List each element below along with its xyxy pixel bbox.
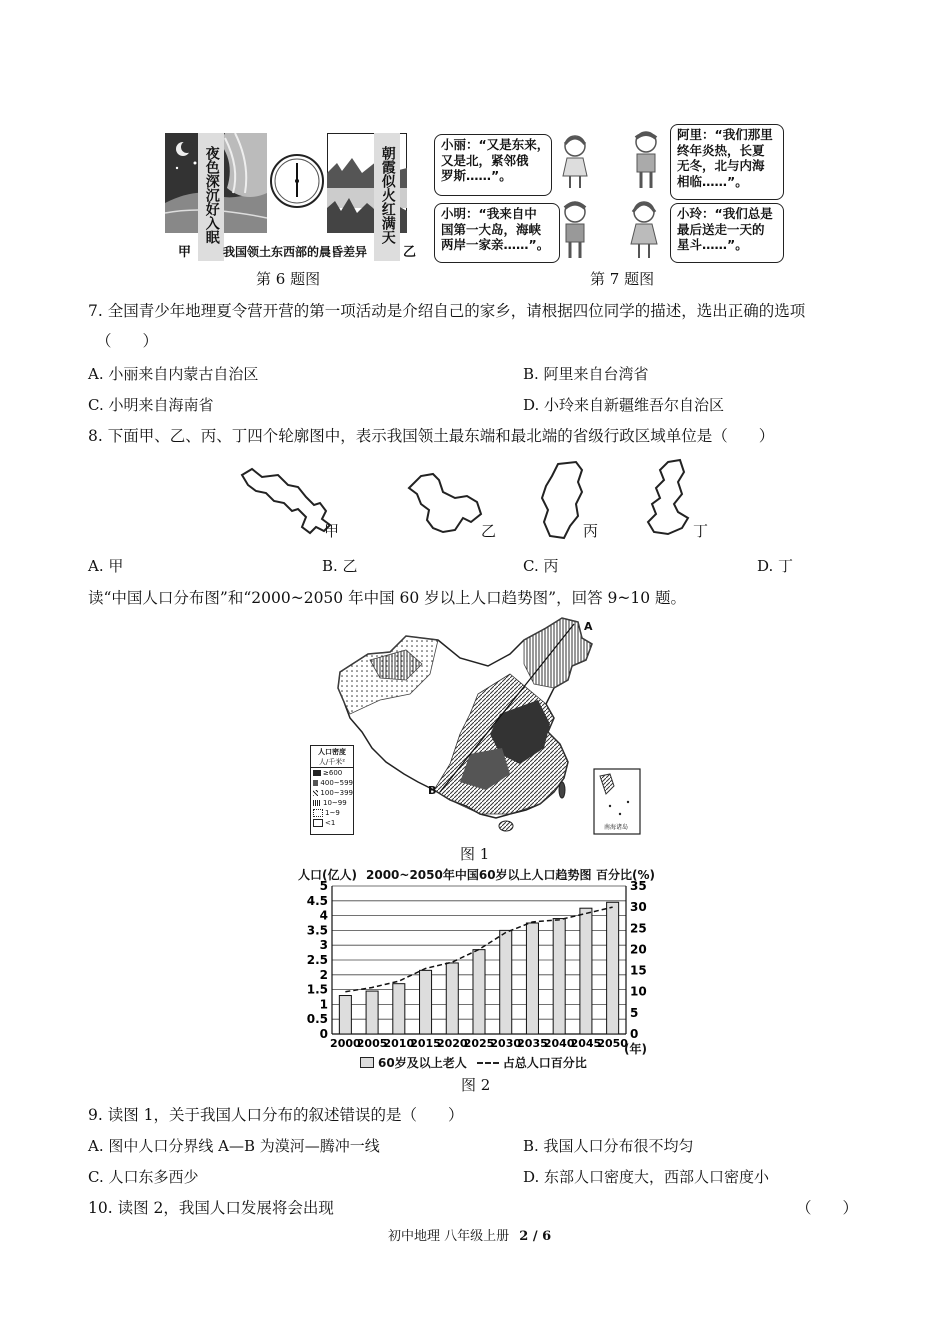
q8-option-d[interactable]: D. 丁 xyxy=(757,557,794,575)
figure-1-map xyxy=(310,614,650,839)
chart-y2-tick-label: 20 xyxy=(630,942,647,957)
legend-unit: 人/千米² xyxy=(311,757,353,768)
chart-y-tick-label: 0 xyxy=(319,1027,328,1041)
fig6-bottom-caption: 我国领土东西部的晨昏差异 xyxy=(223,245,368,259)
population-trend-chart xyxy=(296,866,660,1072)
legend-item xyxy=(311,818,353,828)
right-vertical-text: 朝霞似火红满天 xyxy=(379,146,396,244)
chart-bar xyxy=(420,970,432,1034)
footer-page: 2 / 6 xyxy=(519,1229,552,1244)
chart-y2-tick-label: 10 xyxy=(630,984,647,999)
legend-line-swatch xyxy=(477,1062,499,1064)
footer xyxy=(388,1229,551,1245)
q9-option-d[interactable]: D. 东部人口密度大，西部人口密度小 xyxy=(523,1168,770,1186)
fig6-caption: 第 6 题图 xyxy=(256,270,321,288)
footer-text: 初中地理 八年级上册 xyxy=(388,1229,510,1244)
chart-y-tick-label: 3 xyxy=(319,938,328,953)
legend-item-label: <1 xyxy=(325,819,336,827)
chart-bar xyxy=(500,930,512,1034)
chart-bar xyxy=(473,950,485,1034)
outline-label-ding: 丁 xyxy=(693,522,709,540)
chart-x-tick-label: 2025 xyxy=(463,1037,495,1050)
legend-item-label: 1~9 xyxy=(325,809,340,817)
fig6-label-jia: 甲 xyxy=(178,245,192,260)
bubble-ali xyxy=(670,124,784,200)
chart-x-tick-label: 2000 xyxy=(330,1037,361,1050)
girl-figure-icon-2 xyxy=(626,198,662,260)
outline-bing-shanxi xyxy=(538,460,586,542)
legend-item-label: 10~99 xyxy=(323,799,347,807)
map-point-b: B xyxy=(428,784,437,797)
q8-stem: 8. 下面甲、乙、丙、丁四个轮廓图中，表示我国领土最东端和最北端的省级行政区域单位是（ ） xyxy=(88,427,775,445)
chart-y2-tick-label: 35 xyxy=(630,879,647,893)
chart-y2label: 百分比(%) xyxy=(596,868,655,882)
q7-stem: 7. 全国青少年地理夏令营开营的第一项活动是介绍自己的家乡，请根据四位同学的描述，选出正确的选项 xyxy=(88,302,806,320)
legend-series-line: 占总人口百分比 xyxy=(502,1056,587,1070)
q9-option-a[interactable]: A. 图中人口分界线 A—B 为漠河—腾冲一线 xyxy=(88,1137,380,1155)
chart-bar xyxy=(339,996,351,1034)
chart-x-tick-label: 2045 xyxy=(570,1037,602,1050)
chart-x-tick-label: 2030 xyxy=(490,1037,522,1050)
q7-option-b[interactable]: B. 阿里来自台湾省 xyxy=(523,365,649,383)
legend-item xyxy=(311,798,353,808)
outline-label-jia: 甲 xyxy=(324,522,340,540)
q9-stem: 9. 读图 1，关于我国人口分布的叙述错误的是（ ） xyxy=(88,1106,464,1124)
legend-item-label: 400~599 xyxy=(320,779,353,787)
legend-series-bar: 60岁及以上老人 xyxy=(378,1056,467,1070)
bubble-xiaoming-text: 小明：“我来自中 国第一大岛，海峡 两岸一家亲……”。 xyxy=(441,206,550,253)
right-vertical-caption xyxy=(374,133,400,261)
chart-bar xyxy=(553,919,565,1034)
q9-option-b[interactable]: B. 我国人口分布很不均匀 xyxy=(523,1137,694,1155)
bubble-xiaoming xyxy=(434,203,560,263)
left-vertical-text: 夜色深沉好入眠 xyxy=(203,146,220,244)
legend-item xyxy=(311,768,353,778)
chart-bar xyxy=(366,991,378,1034)
chart-x-tick-label: 2050 xyxy=(597,1037,628,1050)
chart-x-tick-label: 2020 xyxy=(436,1037,468,1050)
q10-stem: 10. 读图 2，我国人口发展将会出现 xyxy=(88,1199,334,1217)
chart-x-tick-label: 2005 xyxy=(356,1037,388,1050)
q8-option-b[interactable]: B. 乙 xyxy=(322,557,358,575)
girl-figure-icon xyxy=(557,132,593,190)
bubble-xiaoling-text: 小玲：“我们总是 最后送走一天的 星斗……”。 xyxy=(677,206,773,253)
chart-title: 2000~2050年中国60岁以上人口趋势图 xyxy=(366,868,592,882)
chart-y-tick-label: 3.5 xyxy=(306,923,328,938)
clock-icon xyxy=(269,153,325,209)
legend-item xyxy=(311,778,353,788)
chart-ylabel: 人口(亿人) xyxy=(298,868,357,882)
chart-y-tick-label: 5 xyxy=(319,879,328,893)
figure-6 xyxy=(165,133,430,263)
chart-bar xyxy=(580,908,592,1034)
boy-figure-icon-2 xyxy=(557,198,593,260)
intro-9-10: 读“中国人口分布图”和“2000~2050 年中国 60 岁以上人口趋势图”，回答 9~10 题。 xyxy=(88,589,687,607)
chart-y-tick-label: 1.5 xyxy=(306,982,328,997)
legend-bar-swatch xyxy=(360,1057,374,1068)
outline-ding-shaanxi xyxy=(638,458,698,538)
bubble-xiaoling xyxy=(670,203,784,263)
figure-2-chart xyxy=(296,866,660,1072)
chart-bar xyxy=(393,984,405,1034)
chart-y-tick-label: 2 xyxy=(319,967,328,982)
chart-y-tick-label: 0.5 xyxy=(306,1012,328,1027)
fig2-caption: 图 2 xyxy=(461,1076,491,1094)
map-point-a: A xyxy=(584,620,593,633)
chart-y-tick-label: 2.5 xyxy=(306,953,328,967)
chart-bar xyxy=(526,923,538,1034)
chart-y2-tick-label: 15 xyxy=(630,963,647,978)
q10-paren: （ ） xyxy=(796,1199,859,1217)
chart-y2-tick-label: 25 xyxy=(630,921,647,936)
legend-item xyxy=(311,808,353,818)
chart-y2-tick-label: 0 xyxy=(630,1027,639,1041)
q7-option-d[interactable]: D. 小玲来自新疆维吾尔自治区 xyxy=(523,396,725,414)
legend-item xyxy=(311,788,353,798)
fig7-caption: 第 7 题图 xyxy=(590,270,655,288)
chart-x-tick-label: 2015 xyxy=(410,1037,441,1050)
q7-paren: （ ） xyxy=(96,332,159,350)
chart-legend xyxy=(360,1054,587,1071)
q8-option-c[interactable]: C. 丙 xyxy=(523,557,559,575)
legend-title: 人口密度 xyxy=(318,748,346,756)
chart-xlabel: (年) xyxy=(624,1042,647,1056)
q8-option-a[interactable]: A. 甲 xyxy=(88,557,124,575)
chart-y-tick-label: 4 xyxy=(319,908,328,923)
outline-label-bing: 丙 xyxy=(583,522,599,540)
chart-bar xyxy=(446,963,458,1034)
q9-option-c[interactable]: C. 人口东多西少 xyxy=(88,1168,199,1186)
left-vertical-caption xyxy=(198,133,224,261)
chart-x-tick-label: 2040 xyxy=(543,1037,575,1050)
map-legend xyxy=(310,745,354,835)
chart-y2-tick-label: 30 xyxy=(630,900,647,915)
q7-option-a[interactable]: A. 小丽来自内蒙古自治区 xyxy=(88,365,259,383)
legend-item-label: 100~399 xyxy=(320,789,353,797)
fig1-caption: 图 1 xyxy=(460,845,490,863)
q7-option-c[interactable]: C. 小明来自海南省 xyxy=(88,396,214,414)
inset-label: 南海诸岛 xyxy=(604,824,629,831)
chart-y2-tick-label: 5 xyxy=(630,1005,639,1020)
bubble-ali-text: 阿里：“我们那里 终年炎热，长夏 无冬，北与内海 相临……”。 xyxy=(677,127,773,189)
boy-figure-icon xyxy=(628,128,664,190)
chart-y-tick-label: 4.5 xyxy=(306,893,328,908)
outline-yi-heilongjiang xyxy=(405,470,485,538)
chart-x-tick-label: 2035 xyxy=(517,1037,548,1050)
outline-label-yi: 乙 xyxy=(481,522,497,540)
china-population-map xyxy=(310,614,650,839)
bubble-xiaoli-text: 小丽：“又是东来， 又是北，紧邻俄 罗斯……”。 xyxy=(441,137,550,184)
chart-x-tick-label: 2010 xyxy=(383,1037,415,1050)
bubble-xiaoli xyxy=(434,134,552,196)
fig6-label-yi: 乙 xyxy=(403,245,417,260)
chart-bar xyxy=(607,902,619,1034)
chart-y-tick-label: 1 xyxy=(319,997,328,1012)
legend-item-label: ≥600 xyxy=(323,769,343,777)
